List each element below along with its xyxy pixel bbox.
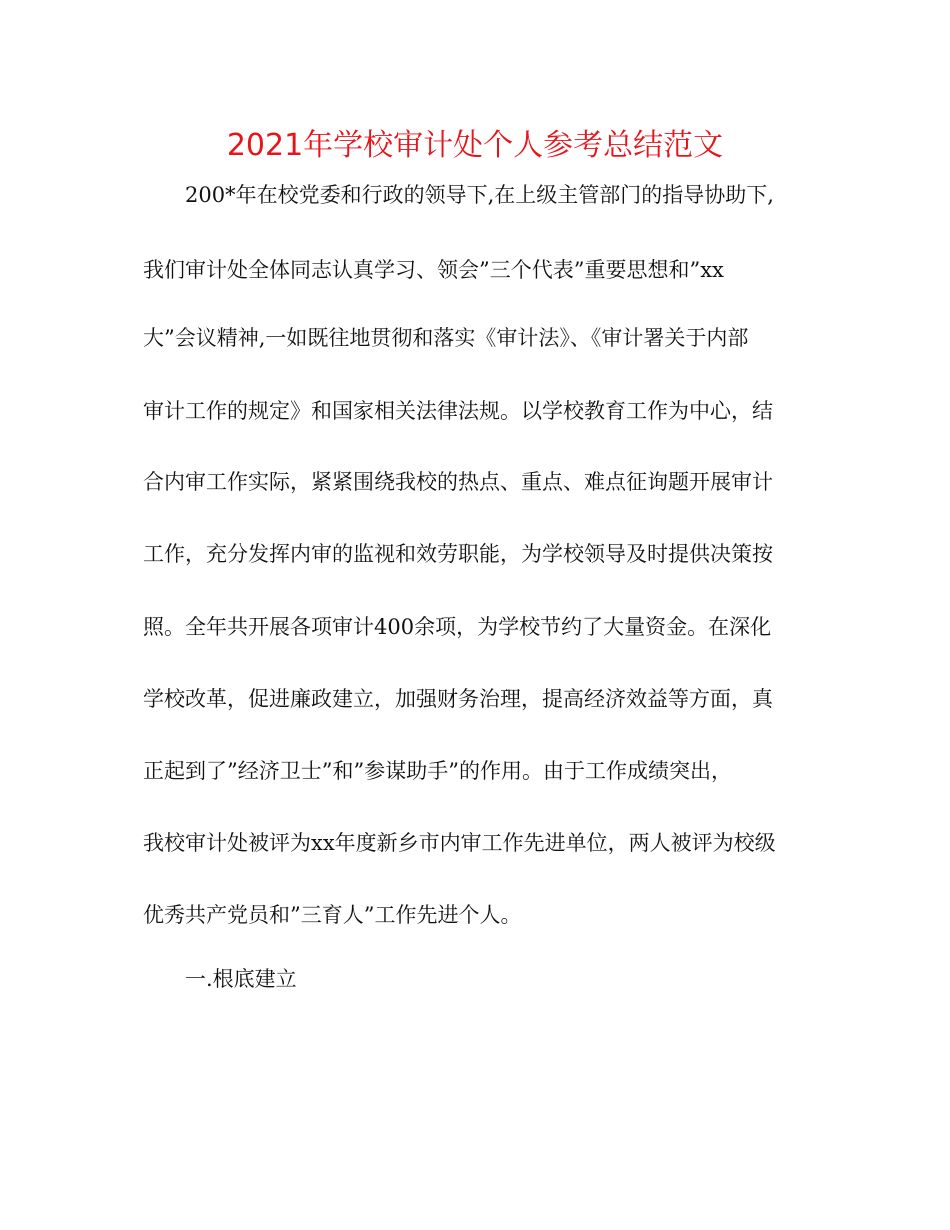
paragraph-line: 工作，充分发挥内审的监视和效劳职能，为学校领导及时提供决策按 (143, 542, 773, 566)
paragraph-line: 大”会议精神,一如既往地贯彻和落实《审计法》、《审计署关于内部 (143, 326, 749, 350)
paragraph-line: 优秀共产党员和”三育人”工作先进个人。 (143, 903, 522, 927)
paragraph-line: 我校审计处被评为xx年度新乡市内审工作先进单位，两人被评为校级 (143, 831, 776, 855)
section-heading: 一.根底建立 (185, 967, 297, 991)
paragraph-line: 学校改革，促进廉政建立，加强财务治理，提高经济效益等方面，真 (143, 687, 773, 711)
paragraph-line: 审计工作的规定》和国家相关法律法规。以学校教育工作为中心，结 (143, 399, 773, 423)
paragraph-line: 合内审工作实际，紧紧围绕我校的热点、重点、难点征询题开展审计 (143, 470, 773, 494)
page-title: 2021年学校审计处个人参考总结范文 (226, 128, 724, 163)
paragraph-line: 200*年在校党委和行政的领导下,在上级主管部门的指导协助下, (185, 183, 774, 207)
paragraph-line: 照。全年共开展各项审计400余项，为学校节约了大量资金。在深化 (143, 615, 772, 639)
paragraph-line: 正起到了”经济卫士”和”参谋助手”的作用。由于工作成绩突出， (143, 759, 732, 783)
paragraph-line: 我们审计处全体同志认真学习、领会”三个代表”重要思想和”xx (143, 258, 724, 282)
